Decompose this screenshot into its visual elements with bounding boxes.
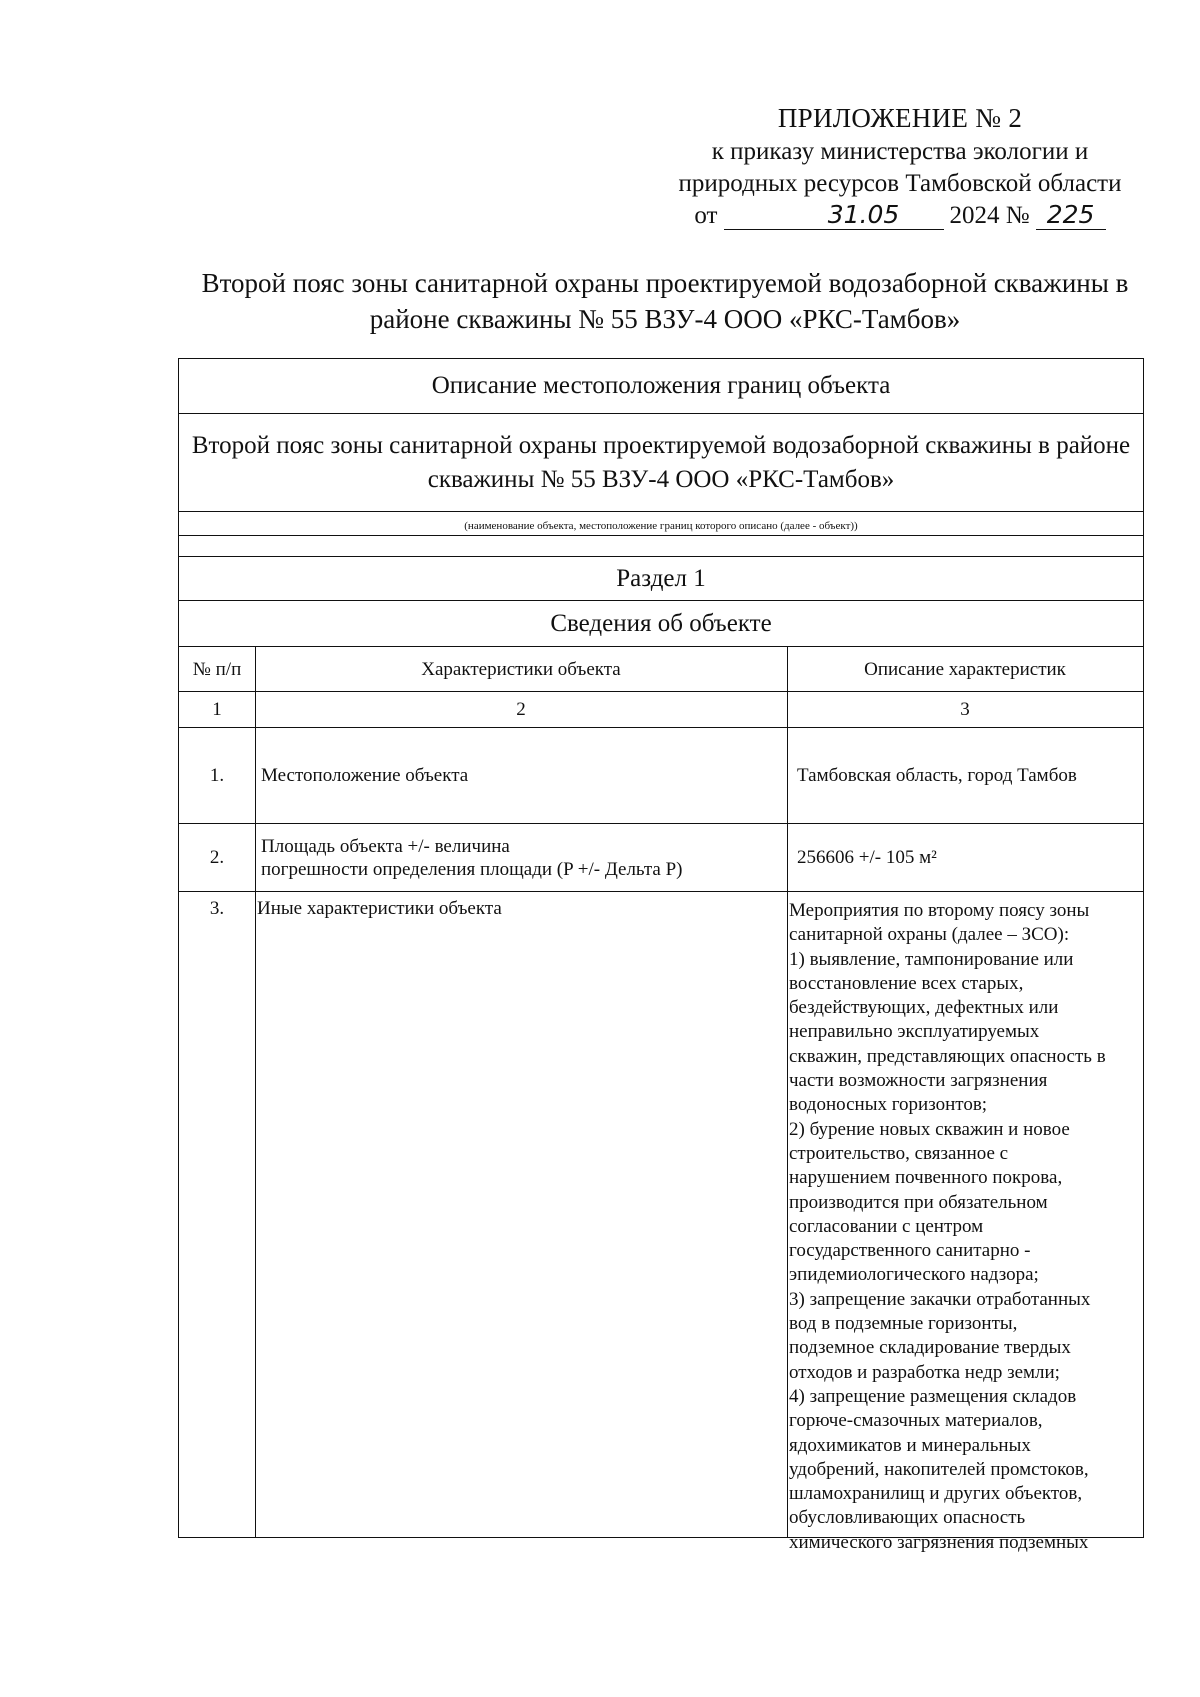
description-line: химического загрязнения подземных <box>789 1531 1089 1553</box>
description-line: ядохимикатов и минеральных <box>789 1434 1031 1456</box>
description-line: согласовании с центром <box>789 1215 984 1237</box>
description-line: части возможности загрязнения <box>789 1070 1048 1092</box>
object-description-frame <box>178 358 1144 1553</box>
description-line: 2) бурение новых скважин и новое <box>789 1118 1070 1140</box>
description-line: водоносных горизонтов; <box>789 1094 988 1116</box>
description-line: Мероприятия по второму поясу зоны <box>789 900 1090 921</box>
header-num: № п/п <box>192 658 242 680</box>
description-line: государственного санитарно - <box>789 1240 1031 1262</box>
row-1-description: Тамбовская область, город Тамбов <box>797 764 1077 786</box>
row-1-num: 1. <box>209 764 225 786</box>
description-line: горюче-смазочных материалов, <box>789 1410 1043 1432</box>
row-2-characteristic-line-1: Площадь объекта +/- величина <box>261 836 510 857</box>
section-title: Сведения об объекте <box>179 601 1143 647</box>
object-name: Второй пояс зоны санитарной охраны проектируемой водозаборной скважины в районе скважины № 55 ВЗУ-4 ООО «РКС-Тамбов» <box>179 414 1143 512</box>
appendix-line-1: к приказу министерства экологии и <box>711 138 1089 165</box>
header-characteristic: Характеристики объекта <box>421 658 621 680</box>
row-2-num: 2. <box>209 846 225 868</box>
description-line: производится при обязательном <box>789 1191 1048 1213</box>
object-info-table <box>179 647 1143 1553</box>
row-3-characteristic: Иные характеристики объекта <box>257 898 502 919</box>
row-2-characteristic-line-2: погрешности определения площади (P +/- Дельта P) <box>261 859 683 880</box>
description-line: удобрений, накопителей промстоков, <box>789 1458 1089 1480</box>
row-3-description <box>787 891 1143 1555</box>
col-number-3: 3 <box>960 698 970 720</box>
section-number: Раздел 1 <box>179 556 1143 601</box>
description-line: строительство, связанное с <box>789 1142 1009 1164</box>
appendix-block <box>640 100 1160 232</box>
description-line: 1) выявление, тампонирование или <box>789 948 1074 970</box>
description-line: восстановление всех старых, <box>789 972 1024 994</box>
document-title: Второй пояс зоны санитарной охраны проектируемой водозаборной скважины в районе скважины № 55 ВЗУ-4 ООО «РКС-Тамбов» <box>201 268 1129 334</box>
description-line: 4) запрещение размещения складов <box>789 1385 1077 1407</box>
description-line: вод в подземные горизонты, <box>789 1313 1018 1335</box>
description-line: обусловливающих опасность <box>789 1507 1026 1529</box>
description-line: шламохранилищ и других объектов, <box>789 1483 1083 1505</box>
handwritten-number: 225 <box>1036 201 1106 230</box>
handwritten-date: 31.05 <box>724 201 944 230</box>
row-1-characteristic: Местоположение объекта <box>261 764 469 786</box>
row-2-description: 256606 +/- 105 м² <box>797 846 937 868</box>
description-line: скважин, представляющих опасность в <box>789 1045 1106 1067</box>
description-line: бездействующих, дефектных или <box>789 997 1059 1019</box>
from-label: от <box>694 202 718 229</box>
description-line: неправильно эксплуатируемых <box>789 1021 1040 1043</box>
description-line: подземное складирование твердых <box>789 1337 1071 1359</box>
row-3-num: 3. <box>209 898 225 919</box>
col-number-1: 1 <box>212 698 222 720</box>
object-note: (наименование объекта, местоположение границ которого описано (далее - объект)) <box>464 520 858 532</box>
appendix-date-line <box>640 200 1160 232</box>
appendix-line-2: природных ресурсов Тамбовской области <box>678 170 1122 197</box>
year-label: 2024 № <box>949 202 1030 229</box>
header-description: Описание характеристик <box>864 658 1066 680</box>
description-line: 3) запрещение закачки отработанных <box>789 1288 1091 1310</box>
col-number-2: 2 <box>516 698 526 720</box>
description-line: нарушением почвенного покрова, <box>789 1167 1063 1189</box>
description-heading: Описание местоположения границ объекта <box>179 359 1143 414</box>
description-line: эпидемиологического надзора; <box>789 1264 1039 1286</box>
row-2-characteristic <box>255 823 787 891</box>
description-line: отходов и разработка недр земли; <box>789 1361 1060 1383</box>
description-line: санитарной охраны (далее – ЗСО): <box>789 924 1070 946</box>
appendix-title: ПРИЛОЖЕНИЕ № 2 <box>777 103 1023 133</box>
